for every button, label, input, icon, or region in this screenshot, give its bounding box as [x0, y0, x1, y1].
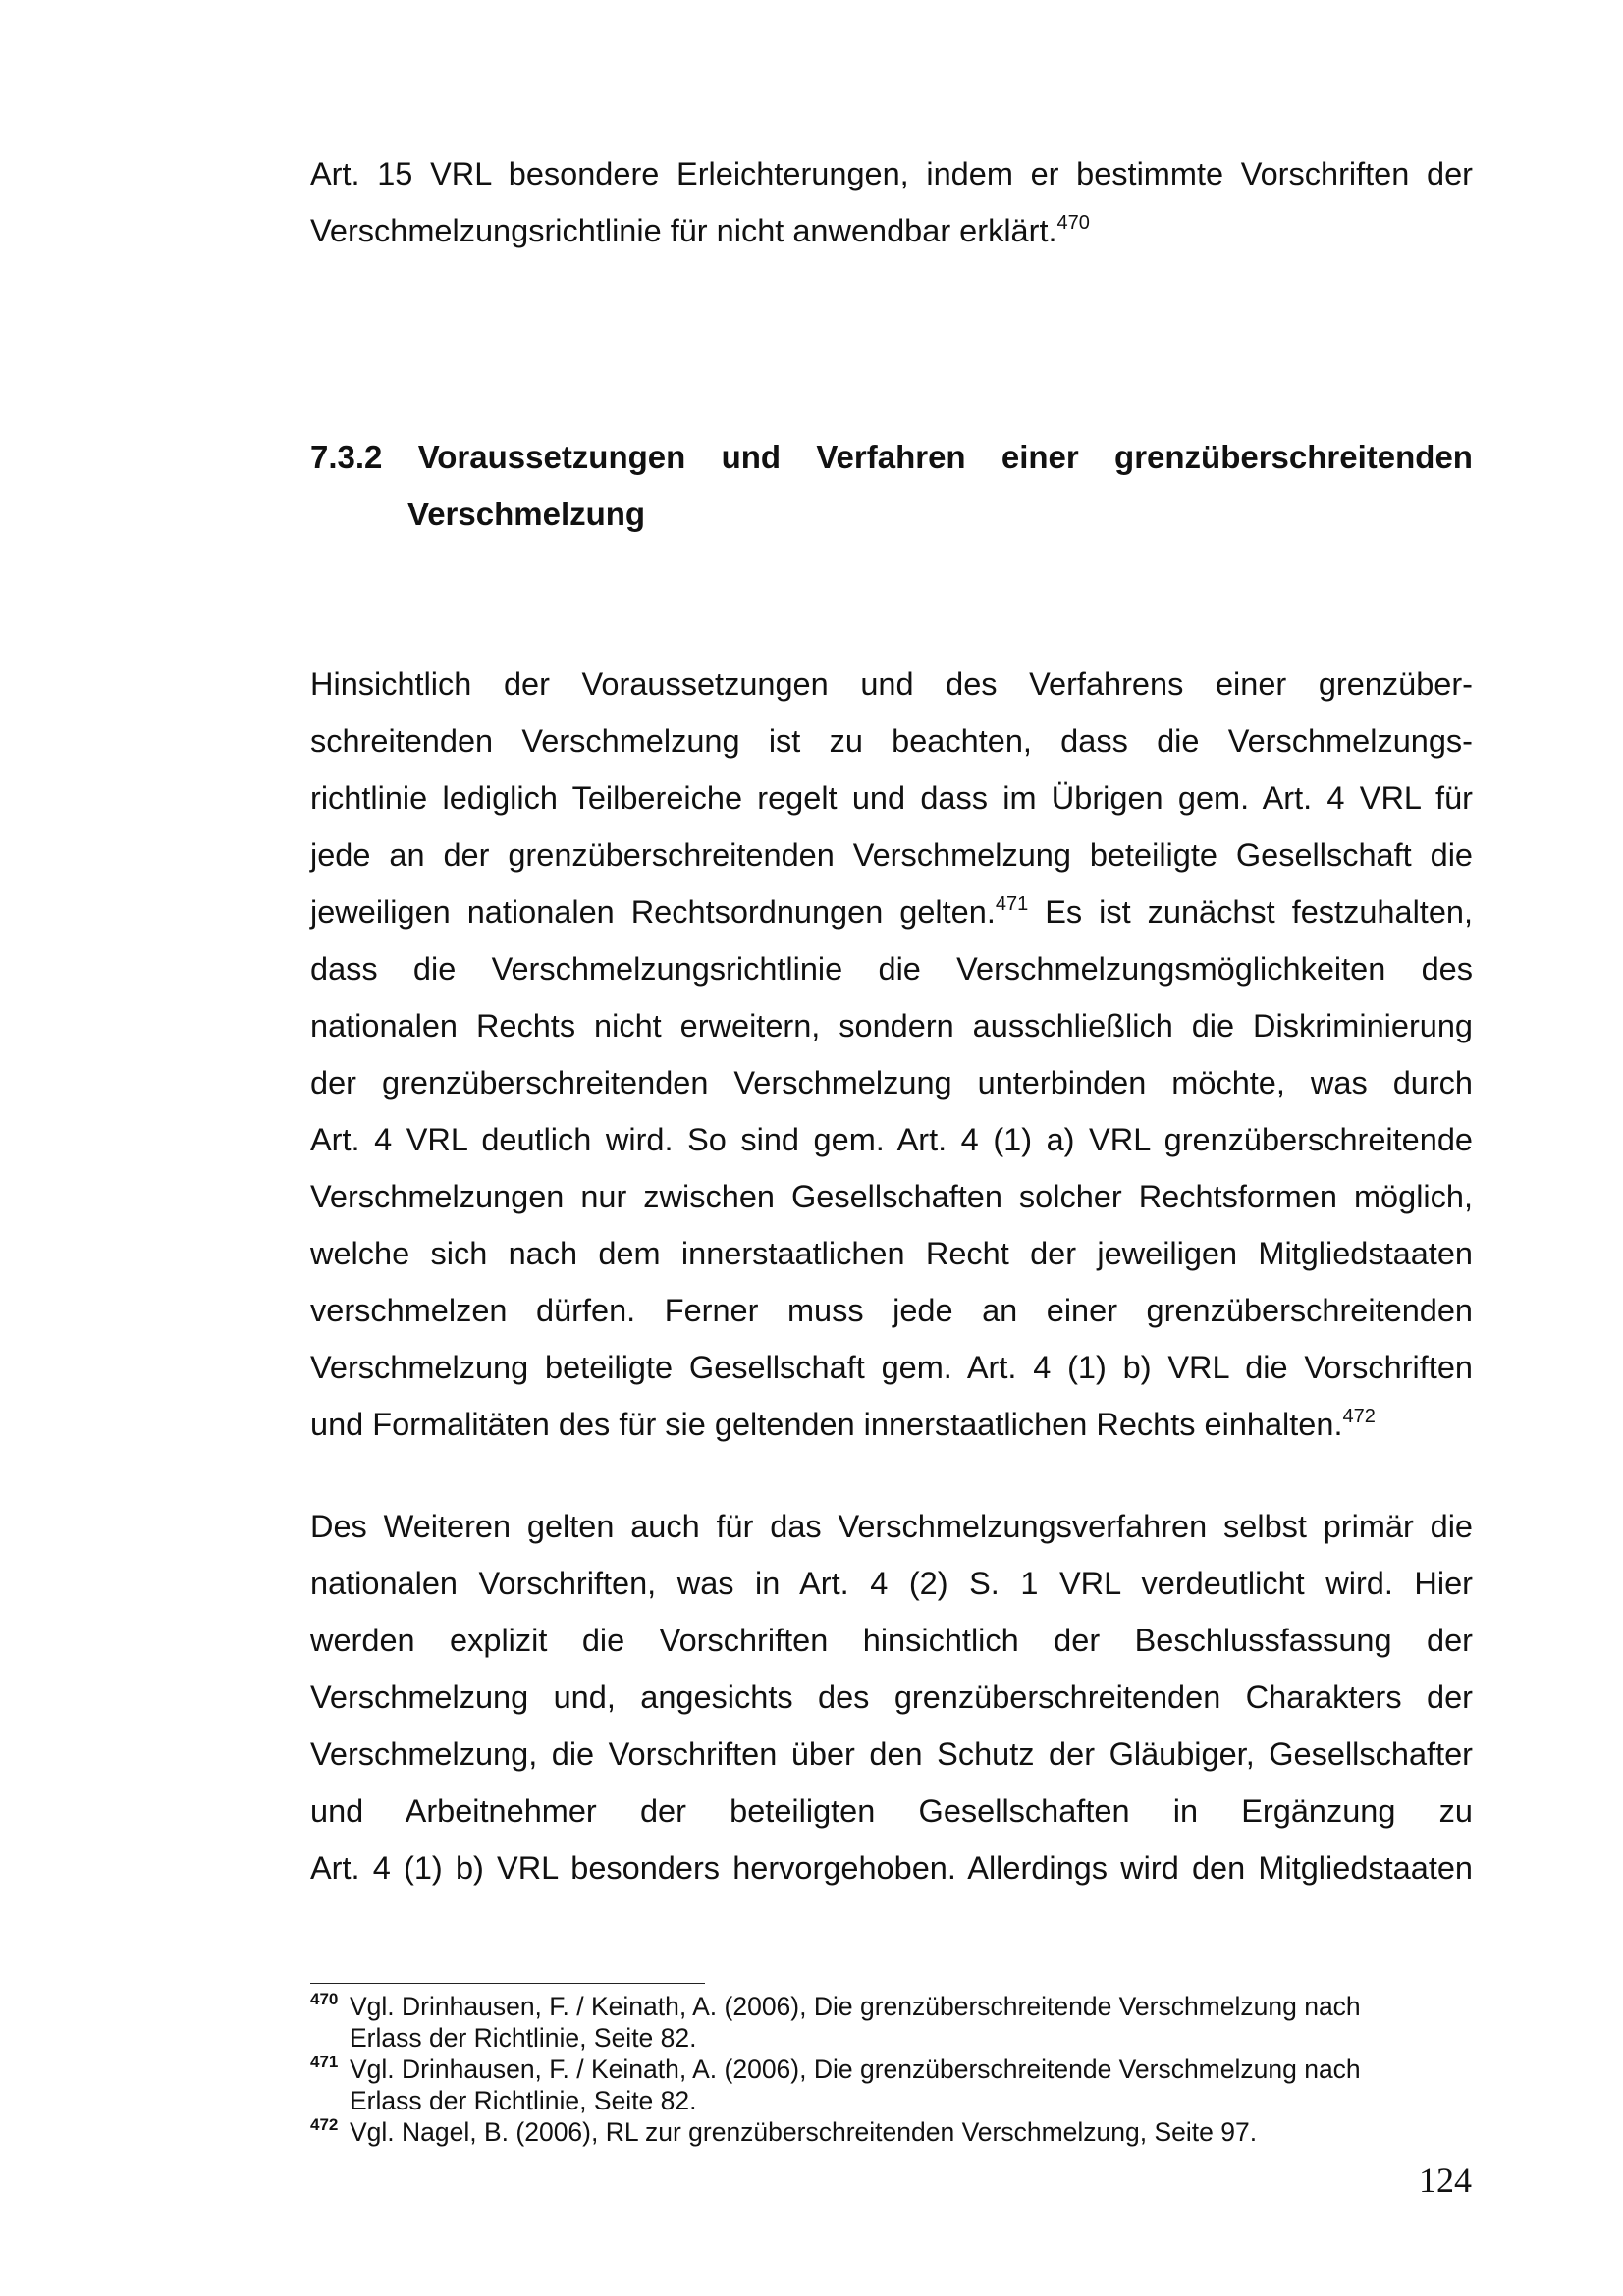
- text-line: nationalen Vorschriften, was in Art. 4 (2) S. 1 VRL verdeutlicht wird. Hier: [310, 1566, 1473, 1601]
- text-line: werden explizit die Vorschriften hinsichtlich der Beschlussfassung der: [310, 1623, 1473, 1658]
- text-line: Verschmelzung und, angesichts des grenzüberschreitenden Charakters der: [310, 1680, 1473, 1715]
- footnote-separator: [310, 1983, 705, 1984]
- text-line: Des Weiteren gelten auch für das Verschmelzungsverfahren selbst primär die: [310, 1509, 1473, 1544]
- footnote-number: 471: [310, 2053, 339, 2071]
- section-heading: [310, 429, 1473, 543]
- text-line: Art. 4 VRL deutlich wird. So sind gem. Art. 4 (1) a) VRL grenzüberschreitende: [310, 1122, 1473, 1157]
- footnote-number: 472: [310, 2115, 339, 2134]
- footnote-number: 470: [310, 1990, 339, 2008]
- text-line: Verschmelzung beteiligte Gesellschaft gem. Art. 4 (1) b) VRL die Vorschriften: [310, 1350, 1473, 1385]
- page-number: 124: [1419, 2161, 1472, 2200]
- text-line: welche sich nach dem innerstaatlichen Recht der jeweiligen Mitgliedstaaten: [310, 1236, 1473, 1271]
- text-line: Hinsichtlich der Voraussetzungen und des Verfahrens einer grenzüber-: [310, 667, 1473, 702]
- text-line: und Formalitäten des für sie geltenden innerstaatlichen Rechts einhalten.$^{472}$: [310, 1406, 1376, 1442]
- heading-word: grenzüberschreitenden: [1114, 439, 1473, 475]
- text-line: richtlinie lediglich Teilbereiche regelt und dass im Übrigen gem. Art. 4 VRL für: [310, 780, 1473, 816]
- footnote-471: [310, 2054, 1473, 2116]
- heading-continuation: Verschmelzung: [407, 496, 646, 532]
- text-line: Verschmelzungen nur zwischen Gesellschaften solcher Rechtsformen möglich,: [310, 1179, 1473, 1214]
- footnote-line: Vgl. Drinhausen, F. / Keinath, A. (2006), Die grenzüberschreitende Verschmelzung nach: [350, 2055, 1361, 2084]
- text-line: und Arbeitnehmer der beteiligten Gesellschaften in Ergänzung zu: [310, 1793, 1473, 1829]
- footnote-ref: 472: [1342, 1406, 1376, 1427]
- footnote-470: [310, 1991, 1473, 2054]
- heading-word: Voraussetzungen: [417, 439, 686, 475]
- paragraph-1: [310, 656, 1473, 1453]
- text-line: schreitenden Verschmelzung ist zu beachten, dass die Verschmelzungs-: [310, 723, 1473, 759]
- footnote-line: Vgl. Drinhausen, F. / Keinath, A. (2006), Die grenzüberschreitende Verschmelzung nach: [350, 1992, 1361, 2021]
- text-line: verschmelzen dürfen. Ferner muss jede an einer grenzüberschreitenden: [310, 1293, 1473, 1328]
- text-line: Verschmelzungsrichtlinie für nicht anwendbar erklärt.$^{470}$: [310, 212, 1090, 248]
- text-line: jede an der grenzüberschreitenden Verschmelzung beteiligte Gesellschaft die: [310, 837, 1473, 873]
- text-line: Art. 4 (1) b) VRL besonders hervorgehoben. Allerdings wird den Mitgliedstaaten: [310, 1850, 1473, 1886]
- text-line: nationalen Rechts nicht erweitern, sondern ausschließlich die Diskriminierung: [310, 1008, 1473, 1043]
- footnotes: [310, 1991, 1473, 2148]
- heading-word: einer: [1001, 439, 1079, 475]
- footnote-line: Vgl. Nagel, B. (2006), RL zur grenzüberschreitenden Verschmelzung, Seite 97.: [350, 2117, 1258, 2147]
- text-line: dass die Verschmelzungsrichtlinie die Verschmelzungsmöglichkeiten des: [310, 951, 1473, 987]
- paragraph-2: [310, 1498, 1473, 1896]
- footnote-ref: 470: [1056, 212, 1090, 234]
- heading-word: Verfahren: [816, 439, 966, 475]
- intro-paragraph: [310, 145, 1473, 259]
- section-number: 7.3.2: [310, 439, 383, 475]
- footnote-line: Erlass der Richtlinie, Seite 82.: [350, 2023, 697, 2053]
- footnote-ref: 471: [995, 893, 1029, 915]
- footnote-472: [310, 2116, 1473, 2148]
- text-line: Verschmelzung, die Vorschriften über den Schutz der Gläubiger, Gesellschafter: [310, 1736, 1473, 1772]
- text-line: Art. 15 VRL besondere Erleichterungen, indem er bestimmte Vorschriften der: [310, 156, 1473, 191]
- heading-word: und: [721, 439, 782, 475]
- text-line: der grenzüberschreitenden Verschmelzung unterbinden möchte, was durch: [310, 1065, 1473, 1100]
- text-line: jeweiligen nationalen Rechtsordnungen gelten.$^{471}$ Es ist zunächst festzuhalten,: [310, 893, 1473, 930]
- footnote-line: Erlass der Richtlinie, Seite 82.: [350, 2086, 697, 2115]
